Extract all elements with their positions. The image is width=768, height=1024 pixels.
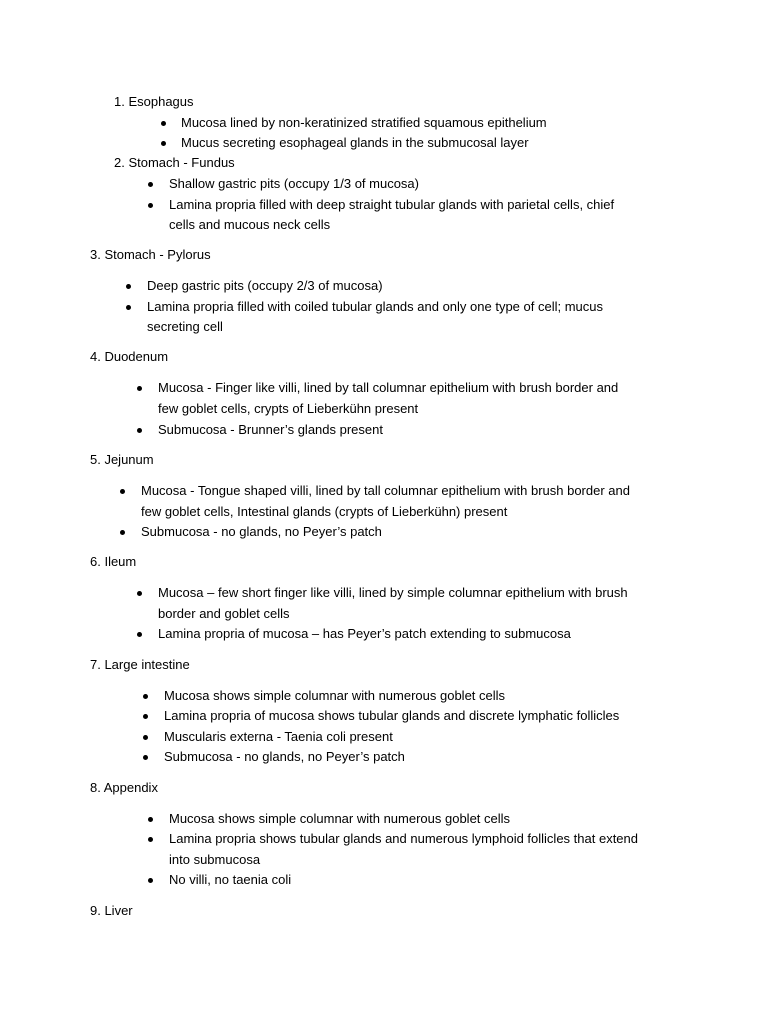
section-heading: 4. Duodenum [90, 349, 169, 364]
bullet-dot [137, 591, 142, 596]
bullet-text: Lamina propria filled with coiled tubular glands and only one type of cell; mucus [147, 299, 603, 314]
bullet-text: Mucosa lined by non-keratinized stratified squamous epithelium [181, 115, 547, 130]
section-heading: 8. Appendix [90, 780, 158, 795]
bullet-dot [137, 386, 142, 391]
bullet-text: Mucosa – few short finger like villi, lined by simple columnar epithelium with brush [158, 585, 628, 600]
bullet-dot [143, 755, 148, 760]
bullet-dot [120, 489, 125, 494]
bullet-dot [126, 305, 131, 310]
bullet-dot [137, 428, 142, 433]
section-heading: 7. Large intestine [90, 657, 190, 672]
bullet-dot [126, 284, 131, 289]
bullet-dot [137, 632, 142, 637]
bullet-dot [148, 878, 153, 883]
bullet-text: Shallow gastric pits (occupy 1/3 of mucosa) [169, 176, 419, 191]
section-heading: 1. Esophagus [114, 94, 194, 109]
bullet-text: Lamina propria filled with deep straight tubular glands with parietal cells, chief [169, 197, 615, 212]
bullet-dot [120, 530, 125, 535]
bullet-dot [148, 182, 153, 187]
bullet-text: cells and mucous neck cells [169, 217, 331, 232]
bullet-text: Mucosa - Tongue shaped villi, lined by tall columnar epithelium with brush border and [141, 483, 630, 498]
bullet-text: Submucosa - Brunner’s glands present [158, 422, 383, 437]
bullet-text: Mucus secreting esophageal glands in the submucosal layer [181, 135, 529, 150]
bullet-text: Lamina propria of mucosa shows tubular glands and discrete lymphatic follicles [164, 708, 620, 723]
section-heading: 6. Ileum [90, 554, 137, 569]
bullet-text: into submucosa [169, 852, 261, 867]
bullet-text: No villi, no taenia coli [169, 872, 292, 887]
bullet-dot [143, 694, 148, 699]
bullet-dot [148, 817, 153, 822]
bullet-text: Deep gastric pits (occupy 2/3 of mucosa) [147, 278, 383, 293]
bullet-text: Lamina propria of mucosa – has Peyer’s patch extending to submucosa [158, 626, 571, 641]
section-heading: 9. Liver [90, 903, 133, 918]
section-heading: 3. Stomach - Pylorus [90, 247, 211, 262]
bullet-text: secreting cell [147, 319, 223, 334]
bullet-dot [143, 735, 148, 740]
bullet-text: Mucosa shows simple columnar with numerous goblet cells [169, 811, 511, 826]
bullet-text: Mucosa - Finger like villi, lined by tall columnar epithelium with brush border and [158, 380, 619, 395]
bullet-dot [148, 837, 153, 842]
bullet-dot [161, 121, 166, 126]
bullet-text: few goblet cells, crypts of Lieberkühn present [158, 401, 419, 416]
bullet-dot [148, 203, 153, 208]
bullet-text: Lamina propria shows tubular glands and numerous lymphoid follicles that extend [169, 831, 638, 846]
bullet-text: Muscularis externa - Taenia coli present [164, 729, 393, 744]
bullet-text: Submucosa - no glands, no Peyer’s patch [141, 524, 382, 539]
bullet-text: Submucosa - no glands, no Peyer’s patch [164, 749, 405, 764]
bullet-dot [143, 714, 148, 719]
bullet-text: Mucosa shows simple columnar with numerous goblet cells [164, 688, 506, 703]
section-heading: 2. Stomach - Fundus [114, 155, 235, 170]
bullet-text: few goblet cells, Intestinal glands (crypts of Lieberkühn) present [141, 504, 508, 519]
bullet-dot [161, 141, 166, 146]
bullet-text: border and goblet cells [158, 606, 290, 621]
section-heading: 5. Jejunum [90, 452, 154, 467]
